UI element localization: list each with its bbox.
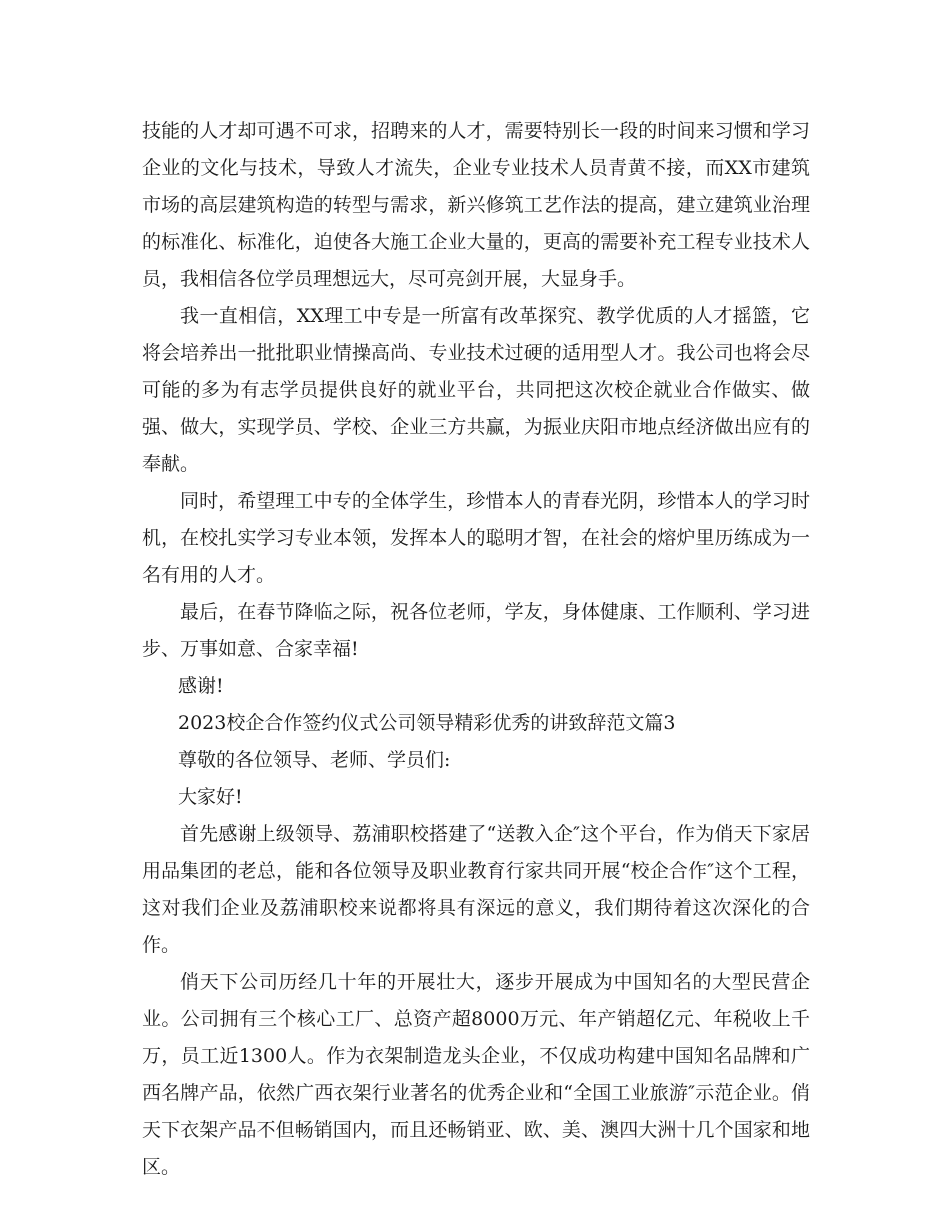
- document-page: [142, 113, 810, 1186]
- paragraph-belief: 我一直相信，XX理工中专是一所富有改革探究、教学优质的人才摇篮，它将会培养出一批批职业情操高尚、专业技术过硬的适用型人才。我公司也将会尽可能的多为有志学员提供良好的就业平台，共同把这次校企就业合作做实、做强、做大，实现学员、学校、企业三方共赢，为振业庆阳市地点经济做出应有的奉献。: [142, 305, 810, 475]
- paragraph-company: 俏天下公司历经几十年的开展壮大，逐步开展成为中国知名的大型民营企业。公司拥有三个核心工厂、总资产超8000万元、年产销超亿元、年税收上千万，员工近1300人。作为衣架制造龙头企业，不仅成功构建中国知名品牌和广西名牌产品，依然广西衣架行业著名的优秀企业和“全国工业旅游″示范企业。俏天下衣架产品不但畅销国内，而且还畅销亚、欧、美、澳四大洲十几个国家和地区。: [142, 971, 810, 1178]
- salutation: 尊敬的各位领导、老师、学员们:: [178, 749, 451, 771]
- paragraph-hope: 同时，希望理工中专的全体学生，珍惜本人的青春光阴，珍惜本人的学习时机，在校扎实学习专业本领，发挥本人的聪明才智，在社会的熔炉里历练成为一名有用的人才。: [142, 490, 810, 586]
- paragraph-continuation: 技能的人才却可遇不可求，招聘来的人才，需要特别长一段的时间来习惯和学习企业的文化与技术，导致人才流失，企业专业技术人员青黄不接，而XX市建筑市场的高层建筑构造的转型与需求，新兴修筑工艺作法的提高，建立建筑业治理的标准化、标准化，迫使各大施工企业大量的，更高的需要补充工程专业技术人员，我相信各位学员理想远大，尽可亮剑开展，大显身手。: [142, 120, 810, 290]
- paragraph-wishes: 最后，在春节降临之际，祝各位老师，学友，身体健康、工作顺利、学习进步、万事如意、合家幸福!: [142, 601, 810, 660]
- section-title: 2023校企合作签约仪式公司领导精彩优秀的讲致辞范文篇3: [178, 712, 676, 734]
- greeting: 大家好!: [178, 786, 243, 808]
- paragraph-intro: 首先感谢上级领导、荔浦职校搭建了“送教入企″这个平台，作为俏天下家居用品集团的老总，能和各位领导及职业教育行家共同开展“校企合作″这个工程，这对我们企业及荔浦职校来说都将具有深远的意义，我们期待着这次深化的合作。: [142, 823, 810, 956]
- paragraph-thanks: 感谢!: [178, 675, 224, 697]
